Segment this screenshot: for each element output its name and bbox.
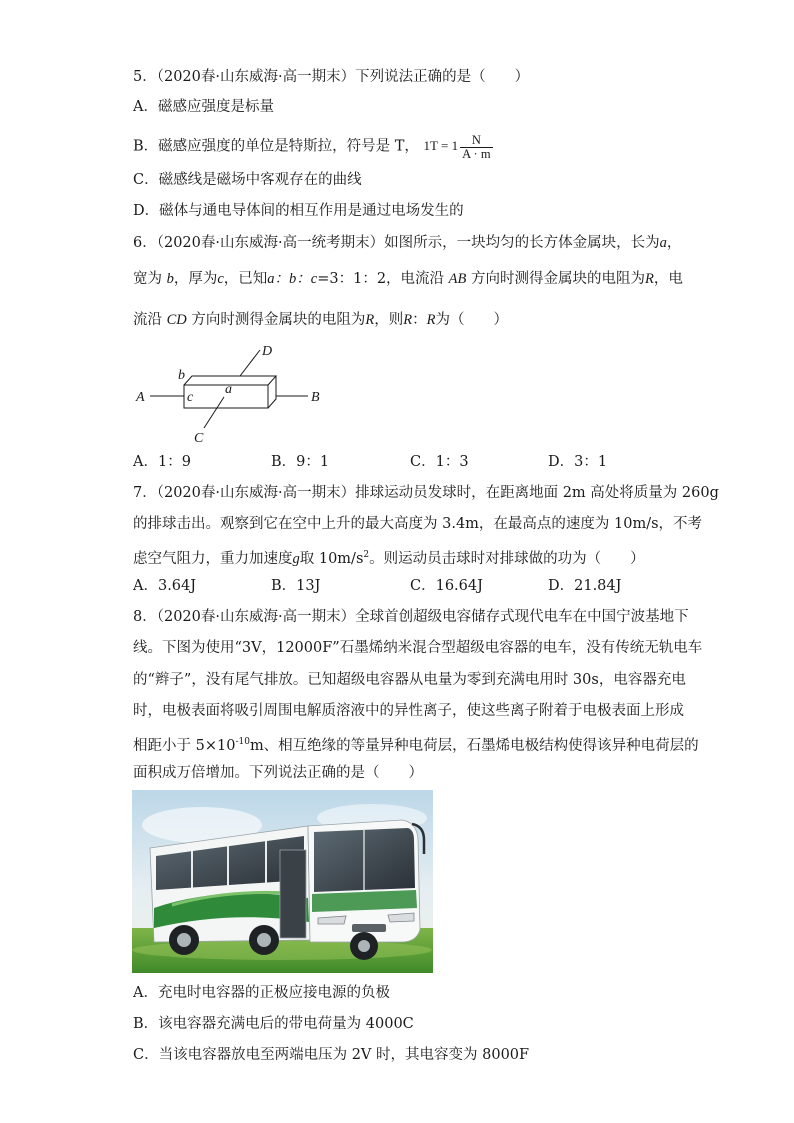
label-D: D	[262, 344, 273, 359]
q6-text: 宽为	[133, 271, 167, 287]
q5-option-b-text: B．磁感应强度的单位是特斯拉，符号是 T，	[133, 138, 419, 155]
label-A: A	[136, 390, 145, 405]
label-b: b	[178, 368, 185, 383]
q6-var-b: b	[166, 271, 174, 287]
q8-stem-line2: 线。下图为使用“3V，12000F”石墨烯纳米混合型超级电容器的电车，没有传统无轨电车	[133, 640, 703, 656]
electric-bus-photo	[132, 790, 433, 973]
q6-stem-line2	[133, 269, 683, 289]
q5-stem: 5．（2020春·山东威海·高一期末）下列说法正确的是（ ）	[133, 69, 530, 85]
q6-text: 为（ ）	[435, 312, 508, 328]
q6-stem-line1	[133, 233, 681, 253]
q8-text: m、相互绝缘的等量异种电荷层，石墨烯电极结构使得该异种电荷层的	[249, 738, 699, 754]
q5-option-a: A．磁感应强度是标量	[133, 99, 274, 115]
label-B: B	[311, 390, 320, 405]
q6-resistance-r1: R	[645, 271, 654, 287]
q8-superscript: -10	[235, 737, 250, 747]
q8-stem-line1: 8．（2020春·山东威海·高一期末）全球首创超级电容储存式现代电车在中国宁波基地下	[133, 609, 689, 625]
q5-option-d: D．磁体与通电导体间的相互作用是通过电场发生的	[133, 203, 464, 219]
q6-line1-text: 6．（2020春·山东威海·高一统考期末）如图所示，一块均匀的长方体金属块，长为	[133, 235, 660, 251]
q6-option-c: C．1：3	[410, 454, 469, 470]
q6-option-d: D．3：1	[548, 454, 608, 470]
q5-option-c: C．磁感线是磁场中客观存在的曲线	[133, 172, 362, 188]
q8-option-a: A．充电时电容器的正极应接电源的负极	[133, 985, 390, 1001]
q6-resistance-r1: R	[403, 312, 413, 328]
q6-text: 方向时测得金属块的电阻为	[466, 271, 645, 287]
q7-var-g: g	[292, 551, 300, 567]
q6-text: ，厚为	[173, 271, 218, 287]
q6-direction-ab: AB	[448, 271, 467, 287]
q8-option-b: B．该电容器充满电后的带电荷量为 4000C	[133, 1016, 414, 1032]
q6-var-c: c	[217, 271, 224, 287]
q6-text: 方向时测得金属块的电阻为	[186, 312, 366, 328]
q6-option-b: B．9：1	[271, 454, 330, 470]
q7-stem-line2: 的排球击出。观察到它在空中上升的最大高度为 3.4m，在最高点的速度为 10m/s，不考	[133, 516, 703, 532]
q6-resistance-r2: R	[426, 312, 436, 328]
label-C: C	[194, 431, 204, 446]
q6-var-a: a	[659, 235, 667, 251]
q5-formula-numerator: N	[460, 134, 492, 148]
q6-text: ，已知	[223, 271, 268, 287]
q8-text: 相距小于 5×10	[133, 738, 236, 754]
q6-option-a: A．1：9	[133, 454, 191, 470]
q6-text: ，则	[374, 312, 404, 328]
q7-option-a: A．3.64J	[133, 578, 197, 594]
q7-superscript: 2	[363, 550, 370, 560]
q7-option-d: D．21.84J	[548, 578, 622, 594]
cuboid-diagram	[130, 338, 330, 450]
q7-stem-line1: 7．（2020春·山东威海·高一期末）排球运动员发球时，在距离地面 2m 高处将质量为 260g	[133, 485, 719, 501]
q7-text: 取 10m/s	[299, 551, 364, 567]
q7-option-b: B．13J	[271, 578, 321, 594]
q5-formula-fraction	[460, 134, 492, 161]
q7-option-c: C．16.64J	[410, 578, 483, 594]
q6-text: 流沿	[133, 312, 167, 328]
q6-line1-tail: ，	[666, 235, 682, 251]
q5-formula-denominator: A · m	[462, 147, 491, 161]
q6-text: ：	[412, 312, 427, 328]
q5-option-b	[133, 134, 493, 161]
q6-direction-cd: CD	[166, 312, 187, 328]
q6-stem-line3	[133, 310, 508, 330]
label-a: a	[225, 382, 232, 397]
q6-text: =3：1：2，电流沿	[317, 271, 449, 287]
q6-ratio: a：b：c	[267, 271, 318, 287]
q8-option-c: C．当该电容器放电至两端电压为 2V 时，其电容变为 8000F	[133, 1047, 530, 1063]
q7-stem-line3	[133, 545, 645, 569]
q7-text: 。则运动员击球时对排球做的功为（ ）	[369, 551, 645, 567]
q5-formula-lhs: 1T = 1	[423, 138, 459, 154]
q8-stem-line5	[133, 732, 699, 756]
q8-stem-line4: 时，电极表面将吸引周围电解质溶液中的异性离子，使这些离子附着于电极表面上形成	[133, 703, 684, 719]
q7-text: 虑空气阻力，重力加速度	[133, 551, 293, 567]
q6-resistance-r2: R	[365, 312, 375, 328]
label-c: c	[187, 390, 194, 405]
q8-stem-line6: 面积成万倍增加。下列说法正确的是（ ）	[133, 765, 423, 781]
q6-text: ，电	[653, 271, 683, 287]
q8-stem-line3: 的“辫子”，没有尾气排放。已知超级电容器从电量为零到充满电用时 30s，电容器充电	[133, 672, 686, 688]
